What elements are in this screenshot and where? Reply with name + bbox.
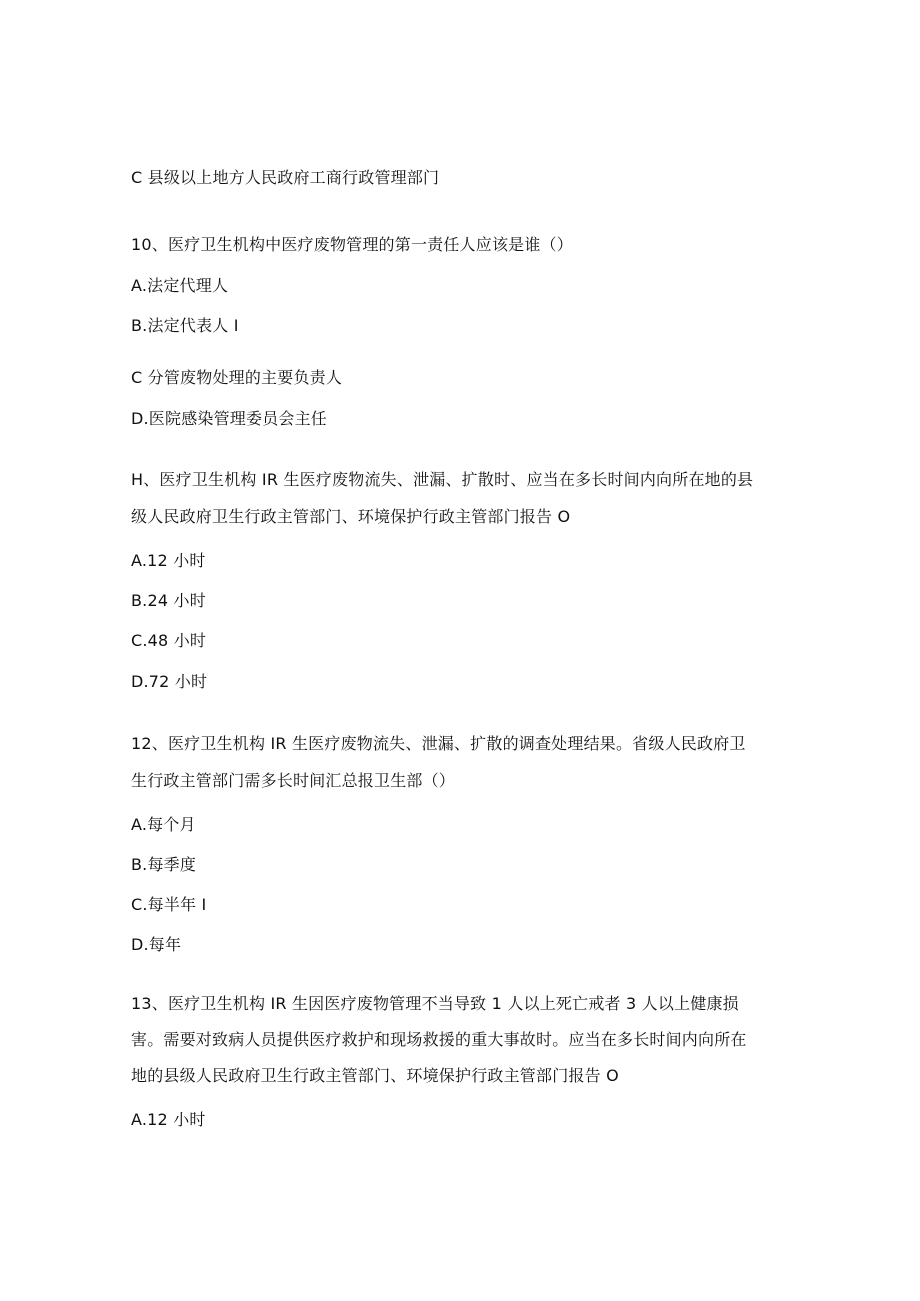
option-b-text: B.24 小时 [131,591,206,610]
option-c-text: C.48 小时 [131,631,207,650]
option-d-text: D.医院感染管理委员会主任 [131,409,328,428]
option-a-text: A.法定代理人 [131,276,229,295]
option-c-text: C.每半年 I [131,895,207,914]
question-12-text-cont: 生行政主管部门需多长时间汇总报卫生部（） [131,771,456,790]
option-c-text: C 分管废物处理的主要负责人 [131,368,343,387]
question-12-text: 12、医疗卫生机构 IR 生医疗废物流失、泄漏、扩散的调查处理结果。省级人民政府卫 [131,734,746,753]
option-d-text: D.72 小时 [131,672,208,691]
option-b-text: B.法定代表人 I [131,316,239,335]
question-11-text-cont: 级人民政府卫生行政主管部门、环境保护行政主管部门报告 O [131,507,571,526]
question-13-text-cont: 害。需要对致病人员提供医疗救护和现场救援的重大事故时。应当在多长时间内向所在 [131,1030,747,1049]
question-13-text: 13、医疗卫生机构 IR 生因医疗废物管理不当导致 1 人以上死亡戒者 3 人以上健康损 [131,994,739,1013]
option-b-text: B.每季度 [131,855,197,874]
option-a-text: A.12 小时 [131,1110,206,1129]
option-d-text: D.每年 [131,935,182,954]
question-13-text-cont2: 地的县级人民政府卫生行政主管部门、环境保护行政主管部门报告 O [131,1066,619,1085]
question-10-text: 10、医疗卫生机构中医疗废物管理的第一责任人应该是谁（） [131,235,573,254]
option-a-text: A.12 小时 [131,551,206,570]
question-11-text: H、医疗卫生机构 IR 生医疗废物流失、泄漏、扩散时、应当在多长时间内向所在地的县 [131,470,754,489]
option-c-text: C 县级以上地方人民政府工商行政管理部门 [131,168,440,187]
option-a-text: A.每个月 [131,815,196,834]
